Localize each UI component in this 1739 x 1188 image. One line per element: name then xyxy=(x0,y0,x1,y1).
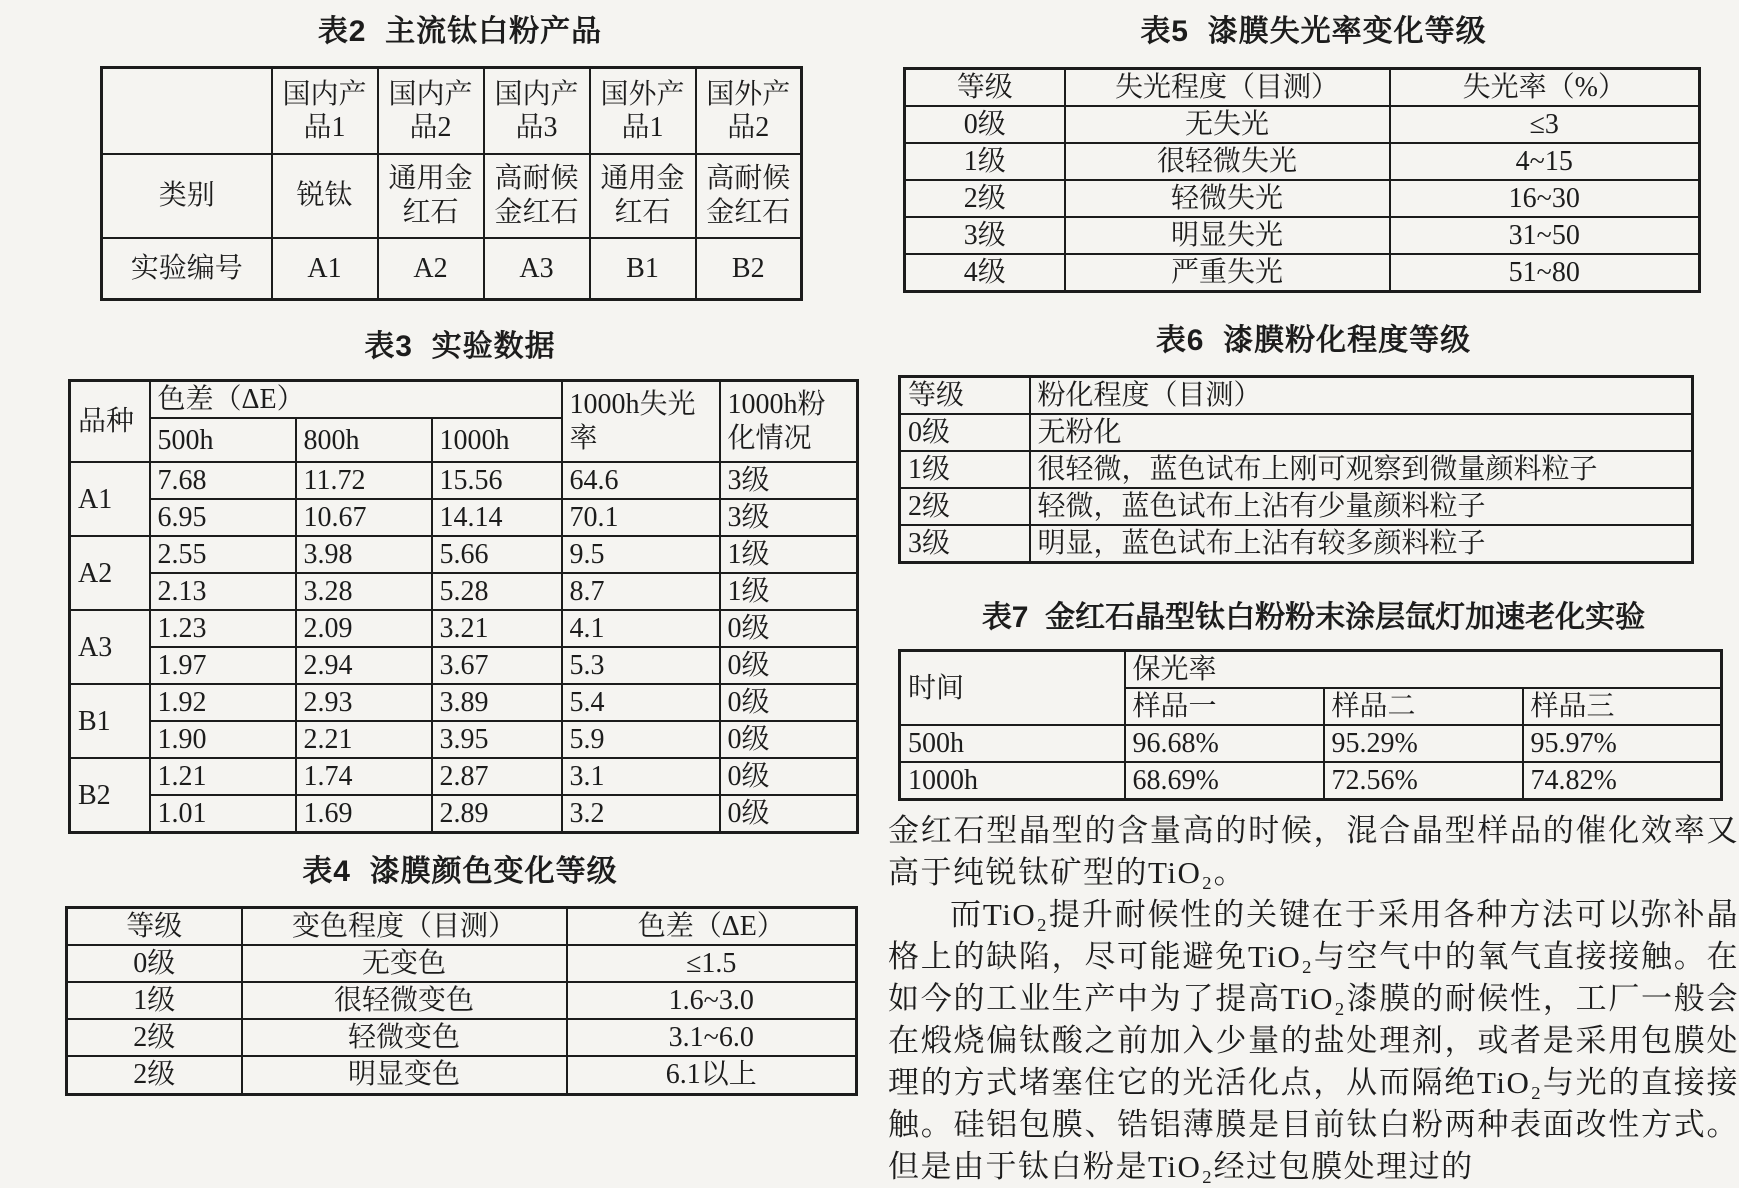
table-cell: 1级 xyxy=(720,536,858,573)
table-cell: 2.93 xyxy=(296,684,432,721)
table-cell: B2 xyxy=(70,758,150,833)
table-cell: 2.94 xyxy=(296,647,432,684)
table-cell: 3级 xyxy=(905,217,1065,254)
table-row xyxy=(70,684,858,721)
table-cell: A1 xyxy=(272,238,378,300)
table-cell: 国外产品2 xyxy=(696,68,802,154)
table-row xyxy=(900,451,1693,488)
table-row xyxy=(102,154,802,238)
table-row xyxy=(900,525,1693,563)
table-cell: 品种 xyxy=(70,381,150,463)
table-row xyxy=(67,945,857,982)
table6-title: 表6 漆膜粉化程度等级 xyxy=(1155,324,1472,358)
table-cell: 3.21 xyxy=(432,610,562,647)
table-cell: 3.2 xyxy=(562,795,720,833)
table-cell: 明显，蓝色试布上沾有较多颜料粒子 xyxy=(1030,525,1693,563)
table-row xyxy=(67,1056,857,1094)
table-cell: 5.9 xyxy=(562,721,720,758)
table-row xyxy=(70,462,858,499)
table-row xyxy=(900,488,1693,525)
table-cell: B1 xyxy=(590,238,696,300)
table-cell: 10.67 xyxy=(296,499,432,536)
table-cell: 1.23 xyxy=(150,610,296,647)
table-cell: ≤1.5 xyxy=(567,945,857,982)
left-column xyxy=(60,0,860,1096)
table-row xyxy=(102,68,802,154)
table-cell: 锐钛 xyxy=(272,154,378,238)
table-cell: 5.66 xyxy=(432,536,562,573)
table-cell: 无失光 xyxy=(1065,106,1390,143)
table-row xyxy=(900,762,1722,800)
table-cell: 类别 xyxy=(102,154,272,238)
table-cell: 3.89 xyxy=(432,684,562,721)
table2-title: 表2 主流钛白粉产品 xyxy=(317,15,603,48)
table-cell: 16~30 xyxy=(1390,180,1700,217)
table2-mainstream-products xyxy=(100,66,803,301)
table-cell: 色差（ΔE） xyxy=(567,908,857,946)
table-row xyxy=(70,795,858,833)
table-cell: 保光率 xyxy=(1125,651,1722,689)
table-cell: B2 xyxy=(696,238,802,300)
table-row xyxy=(70,758,858,795)
table5-title: 表5 漆膜失光率变化等级 xyxy=(1140,15,1487,48)
table7-title: 表7 金红石晶型钛白粉粉末涂层氙灯加速老化实验 xyxy=(981,601,1646,635)
table-cell: 国外产品1 xyxy=(590,68,696,154)
table-cell: A1 xyxy=(70,462,150,536)
table-cell: 国内产品2 xyxy=(378,68,484,154)
table-cell: 1.69 xyxy=(296,795,432,833)
table-row xyxy=(905,217,1700,254)
table3-title: 表3 实验数据 xyxy=(364,330,556,363)
table-cell: 8.7 xyxy=(562,573,720,610)
table-cell: 64.6 xyxy=(562,462,720,499)
table-cell: 明显失光 xyxy=(1065,217,1390,254)
table-cell: 0级 xyxy=(67,945,242,982)
table-cell: 72.56% xyxy=(1324,762,1523,800)
table-cell: 样品二 xyxy=(1324,688,1523,725)
table-cell: 1级 xyxy=(67,982,242,1019)
table-row xyxy=(900,725,1722,762)
table-cell: 1.90 xyxy=(150,721,296,758)
table-row xyxy=(905,106,1700,143)
table-cell: 95.97% xyxy=(1523,725,1722,762)
table-cell: 2.09 xyxy=(296,610,432,647)
table-cell: 很轻微，蓝色试布上刚可观察到微量颜料粒子 xyxy=(1030,451,1693,488)
table-cell: 31~50 xyxy=(1390,217,1700,254)
table-row xyxy=(67,1019,857,1056)
table-cell: 3.95 xyxy=(432,721,562,758)
table-cell: 4级 xyxy=(905,254,1065,292)
table-cell: 2.55 xyxy=(150,536,296,573)
table-cell: 3.67 xyxy=(432,647,562,684)
table-cell: A3 xyxy=(484,238,590,300)
table-row xyxy=(70,573,858,610)
table-cell: 4~15 xyxy=(1390,143,1700,180)
table-row xyxy=(70,499,858,536)
table-cell: 轻微，蓝色试布上沾有少量颜料粒子 xyxy=(1030,488,1693,525)
table-cell: 1.92 xyxy=(150,684,296,721)
table-cell: 0级 xyxy=(720,684,858,721)
table-cell: 0级 xyxy=(720,758,858,795)
table-cell: 1000h xyxy=(900,762,1125,800)
table-cell: 5.4 xyxy=(562,684,720,721)
table-cell: 9.5 xyxy=(562,536,720,573)
table-cell: 2.21 xyxy=(296,721,432,758)
table-cell: B1 xyxy=(70,684,150,758)
table-cell: 样品三 xyxy=(1523,688,1722,725)
table-cell: ≤3 xyxy=(1390,106,1700,143)
table-cell: 0级 xyxy=(720,721,858,758)
table-cell: 15.56 xyxy=(432,462,562,499)
table-cell: 51~80 xyxy=(1390,254,1700,292)
table-cell: 等级 xyxy=(67,908,242,946)
table6-chalking-grades xyxy=(898,375,1694,564)
table-cell: 6.95 xyxy=(150,499,296,536)
table-cell: 800h xyxy=(296,418,432,462)
table-cell: 0级 xyxy=(720,610,858,647)
table-cell: 粉化程度（目测） xyxy=(1030,377,1693,415)
table4-title: 表4 漆膜颜色变化等级 xyxy=(302,855,618,889)
table-cell: 严重失光 xyxy=(1065,254,1390,292)
table-row xyxy=(905,69,1700,107)
table-cell: 3.28 xyxy=(296,573,432,610)
table-cell: 1000h xyxy=(432,418,562,462)
table-cell: 等级 xyxy=(900,377,1030,415)
table-cell: 国内产品1 xyxy=(272,68,378,154)
table-cell: 6.1以上 xyxy=(567,1056,857,1094)
table-row xyxy=(900,651,1722,689)
table-cell: 7.68 xyxy=(150,462,296,499)
table-cell: 70.1 xyxy=(562,499,720,536)
table-row xyxy=(67,982,857,1019)
table-cell: 0级 xyxy=(720,647,858,684)
table-cell: 500h xyxy=(900,725,1125,762)
table-cell: 2.87 xyxy=(432,758,562,795)
table-cell xyxy=(102,68,272,154)
table3-experiment-data xyxy=(68,379,859,834)
table-row xyxy=(70,536,858,573)
table-cell: 很轻微失光 xyxy=(1065,143,1390,180)
table-cell: 实验编号 xyxy=(102,238,272,300)
table-cell: 1.21 xyxy=(150,758,296,795)
table-cell: 96.68% xyxy=(1125,725,1324,762)
table-cell: 明显变色 xyxy=(242,1056,567,1094)
table-cell: 无粉化 xyxy=(1030,414,1693,451)
table-cell: 0级 xyxy=(900,414,1030,451)
table-cell: 2级 xyxy=(67,1056,242,1094)
table-cell: 高耐候金红石 xyxy=(484,154,590,238)
table-cell: 4.1 xyxy=(562,610,720,647)
table-row xyxy=(905,254,1700,292)
right-column xyxy=(888,0,1739,1188)
table-cell: 1.6~3.0 xyxy=(567,982,857,1019)
table-cell: 3.98 xyxy=(296,536,432,573)
table-row xyxy=(900,377,1693,415)
table-cell: 无变色 xyxy=(242,945,567,982)
table-cell: 失光程度（目测） xyxy=(1065,69,1390,107)
body-text xyxy=(888,810,1739,1188)
table-row xyxy=(70,381,858,419)
table-cell: 3级 xyxy=(900,525,1030,563)
table-row xyxy=(900,414,1693,451)
table-cell: 1级 xyxy=(720,573,858,610)
table-cell: 14.14 xyxy=(432,499,562,536)
table-cell: 1级 xyxy=(900,451,1030,488)
table-row xyxy=(905,180,1700,217)
table-cell: 等级 xyxy=(905,69,1065,107)
table-cell: 1级 xyxy=(905,143,1065,180)
table-cell: 500h xyxy=(150,418,296,462)
table-cell: A2 xyxy=(70,536,150,610)
table-cell: 2级 xyxy=(905,180,1065,217)
table-cell: 通用金红石 xyxy=(590,154,696,238)
table-cell: 轻微变色 xyxy=(242,1019,567,1056)
table-cell: 2级 xyxy=(900,488,1030,525)
table5-gloss-loss-grades xyxy=(903,67,1701,293)
table-cell: 0级 xyxy=(720,795,858,833)
table-cell: 68.69% xyxy=(1125,762,1324,800)
table-cell: 国内产品3 xyxy=(484,68,590,154)
paragraph-weather-resistance: 而TiO₂提升耐候性的关键在于采用各种方法可以弥补晶格上的缺陷，尽可能避免TiO₂与空气中的氧气直接接触。在如今的工业生产中为了提高TiO₂漆膜的耐候性，工厂一般会在煅烧偏钛酸之前加入少量的盐处理剂，或者是采用包膜处理的方式堵塞住它的光活化点，从而隔绝TiO₂与光的直接接触。硅铝包膜、锆铝薄膜是目前钛白粉两种表面改性方式。但是由于钛白粉是TiO₂经过包膜处理过的 xyxy=(888,897,1739,1185)
table-cell: 色差（ΔE） xyxy=(150,381,562,419)
paragraph-continuation: 金红石型晶型的含量高的时候，混合晶型样品的催化效率又高于纯锐钛矿型的TiO₂。 xyxy=(888,813,1739,891)
table-row xyxy=(102,238,802,300)
table7-xenon-aging-experiment xyxy=(898,649,1723,801)
table-cell: 很轻微变色 xyxy=(242,982,567,1019)
table-cell: 5.3 xyxy=(562,647,720,684)
table-cell: 轻微失光 xyxy=(1065,180,1390,217)
table-cell: 3.1 xyxy=(562,758,720,795)
table-row xyxy=(905,143,1700,180)
table-cell: 1000h失光率 xyxy=(562,381,720,463)
table-cell: 1.97 xyxy=(150,647,296,684)
table-row xyxy=(70,647,858,684)
table-cell: 2.89 xyxy=(432,795,562,833)
table-cell: 2.13 xyxy=(150,573,296,610)
table-cell: A2 xyxy=(378,238,484,300)
table-cell: 74.82% xyxy=(1523,762,1722,800)
table-cell: 2级 xyxy=(67,1019,242,1056)
table-cell: 0级 xyxy=(905,106,1065,143)
table-row xyxy=(70,610,858,647)
table4-color-change-grades xyxy=(65,906,858,1095)
table-cell: 失光率（%） xyxy=(1390,69,1700,107)
table-cell: 1000h粉化情况 xyxy=(720,381,858,463)
table-cell: 95.29% xyxy=(1324,725,1523,762)
table-cell: 3.1~6.0 xyxy=(567,1019,857,1056)
table-row xyxy=(70,721,858,758)
table-cell: 3级 xyxy=(720,462,858,499)
table-cell: 高耐候金红石 xyxy=(696,154,802,238)
table-cell: 11.72 xyxy=(296,462,432,499)
table-cell: 通用金红石 xyxy=(378,154,484,238)
table-cell: A3 xyxy=(70,610,150,684)
table-cell: 时间 xyxy=(900,651,1125,726)
table-cell: 1.74 xyxy=(296,758,432,795)
table-row xyxy=(67,908,857,946)
table-cell: 样品一 xyxy=(1125,688,1324,725)
table-cell: 变色程度（目测） xyxy=(242,908,567,946)
table-cell: 5.28 xyxy=(432,573,562,610)
table-cell: 3级 xyxy=(720,499,858,536)
table-cell: 1.01 xyxy=(150,795,296,833)
